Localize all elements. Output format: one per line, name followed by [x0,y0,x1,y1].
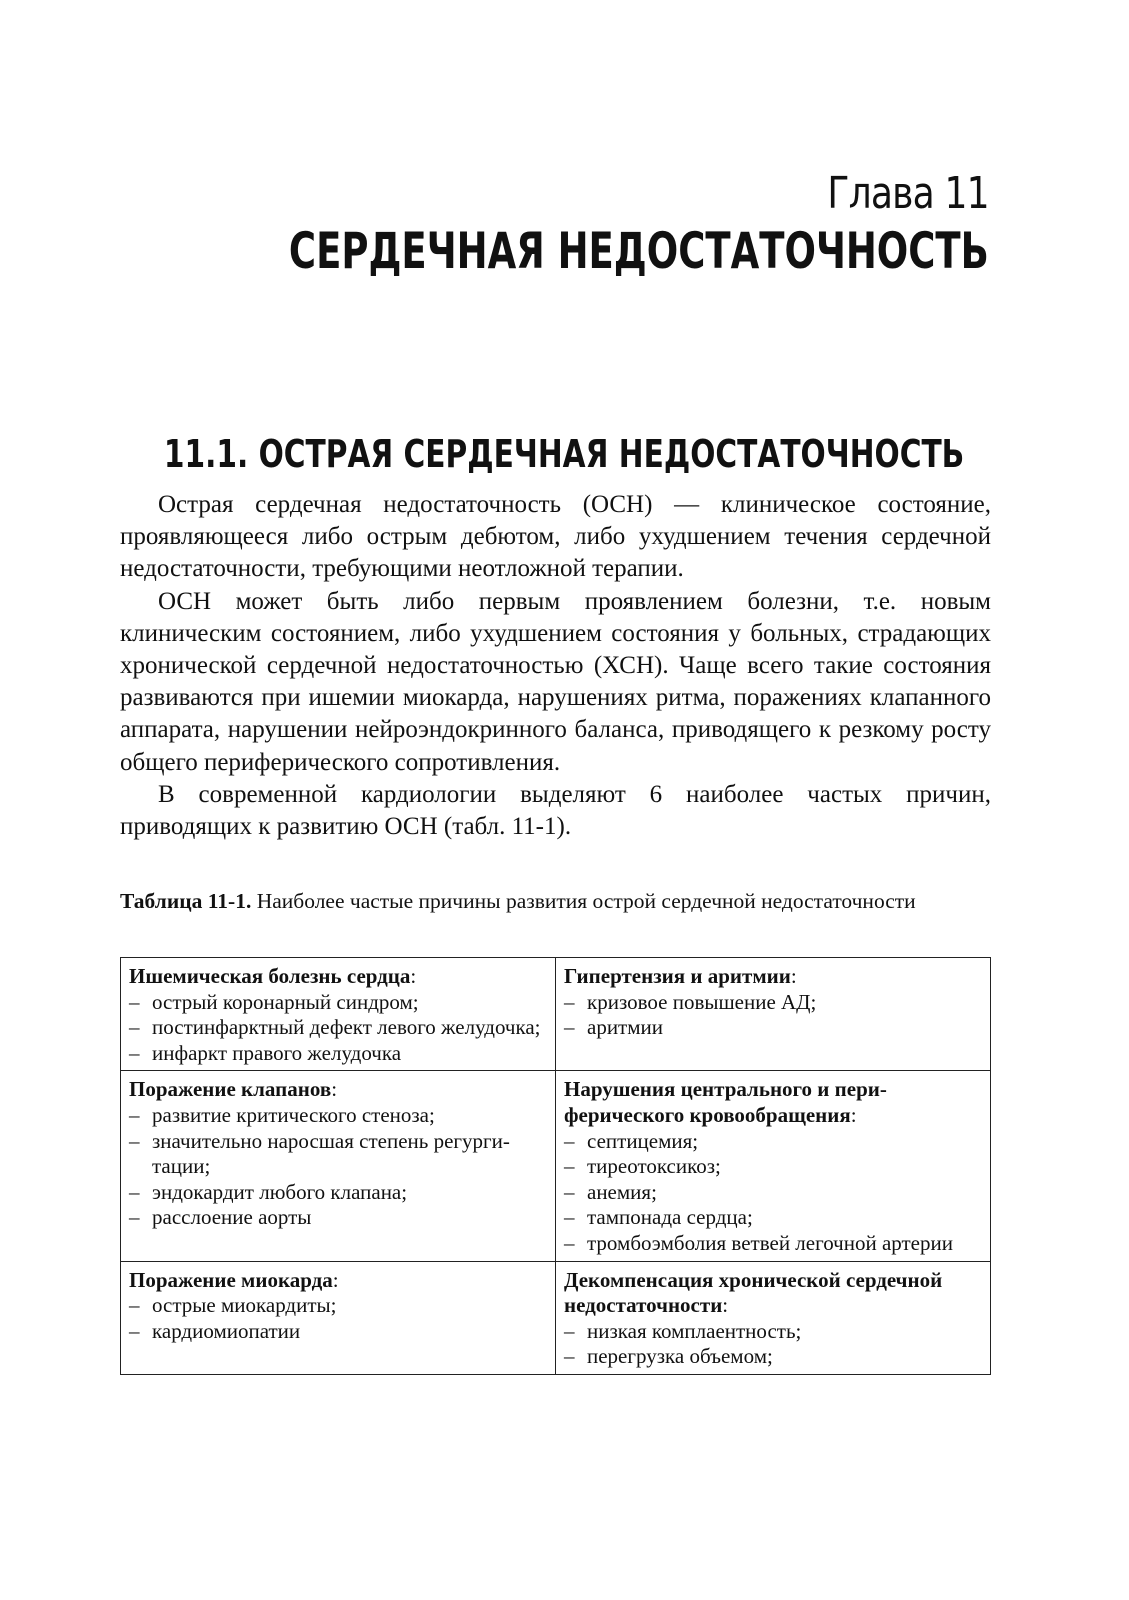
table-caption [120,888,991,914]
table-cell [556,1261,991,1374]
heading-colon: : [790,964,797,988]
table-cell [121,1261,556,1374]
list-item: – развитие критического стеноза; [129,1103,545,1129]
cell-heading-text: Поражение клапанов [129,1077,332,1102]
section-title [0,432,1129,476]
cause-list [129,1293,545,1344]
cause-list [129,990,545,1067]
cell-heading [129,1077,545,1103]
list-item: – значительно наросшая степень регургитации; [129,1129,545,1180]
table-row [121,958,991,1071]
list-item: – острые миокардиты; [129,1293,545,1319]
table-cell [121,1071,556,1261]
cell-heading-text: Гипертензия и аритмии [564,964,791,988]
causes-table [120,957,991,1375]
list-item: – расслоение аорты [129,1205,545,1231]
list-item: – острый коронарный синдром; [129,990,545,1016]
table-cell [556,1071,991,1261]
cell-heading [129,964,545,990]
paragraph: ОСН может быть либо первым проявлением болезни, т.е. новым клиническим состоянием, либо ухудшением состояния у больных, страдающих хронической сердечной недостаточностью (ХСН). Чаще всего такие состояния развиваются при ишемии миокарда, нарушениях ритма, поражениях клапанного аппарата, нарушении нейроэндокринного баланса, приводящего к резкому росту общего периферического сопротивления. [120,587,991,776]
causes-table-body [121,958,991,1375]
cause-list [564,990,980,1041]
list-item: – септицемия; [564,1129,980,1155]
heading-colon: : [722,1293,729,1318]
cell-heading [129,1268,545,1294]
list-item: – кардиомиопатии [129,1319,545,1345]
heading-colon: : [410,964,417,988]
cell-heading [564,1077,980,1128]
cell-heading-text: Поражение миокарда [129,1267,333,1292]
table-caption-text: Наиболее частые причины развития острой сердечной недостаточности [256,889,916,913]
body-text [120,489,991,843]
heading-colon: : [850,1102,857,1127]
list-item: – тампонада сердца; [564,1205,980,1231]
cause-list [564,1129,980,1257]
cell-heading-text: Ишемическая болезнь сердца [129,964,411,988]
paragraph: В современной кардиологии выделяют 6 наиболее частых причин, приводящих к развитию ОСН (табл. 11-1). [120,780,991,841]
table-caption-label: Таблица 11-1. [120,889,252,913]
list-item: – низкая комплаентность; [564,1319,980,1345]
list-item: – перегрузка объемом; [564,1344,980,1370]
cell-heading [564,1268,980,1319]
table-cell [556,958,991,1071]
heading-colon: : [331,1077,338,1102]
table-cell [121,958,556,1071]
table-row [121,1261,991,1374]
chapter-number: Глава 11 [827,168,989,219]
list-item: – постинфарктный дефект левого желудочка; [129,1015,545,1041]
list-item: – эндокардит любого клапана; [129,1180,545,1206]
cell-heading-text: Декомпенсация хронической сердечной недостаточности [564,1267,943,1318]
list-item: – инфаркт правого желудочка [129,1041,545,1067]
cause-list [129,1103,545,1231]
cause-list [564,1319,980,1370]
cell-heading [564,964,980,990]
list-item: – тиреотоксикоз; [564,1154,980,1180]
list-item: – кризовое повышение АД; [564,990,980,1016]
heading-colon: : [332,1267,339,1292]
section-title-text: 11.1. ОСТРАЯ СЕРДЕЧНАЯ НЕДОСТАТОЧНОСТЬ [164,432,965,476]
paragraph: Острая сердечная недостаточность (ОСН) — клиническое состояние, проявляющееся либо острым дебютом, либо ухудшением течения сердечной недостаточности, требующими неотложной терапии. [120,491,991,583]
list-item: – анемия; [564,1180,980,1206]
list-item: – аритмии [564,1015,980,1041]
list-item: – тромбоэмболия ветвей легочной артерии [564,1231,980,1257]
table-row [121,1071,991,1261]
chapter-title: СЕРДЕЧНАЯ НЕДОСТАТОЧНОСТЬ [289,222,989,280]
cell-heading-text: Нарушения центрального и периферического кровообращения [564,1077,887,1127]
